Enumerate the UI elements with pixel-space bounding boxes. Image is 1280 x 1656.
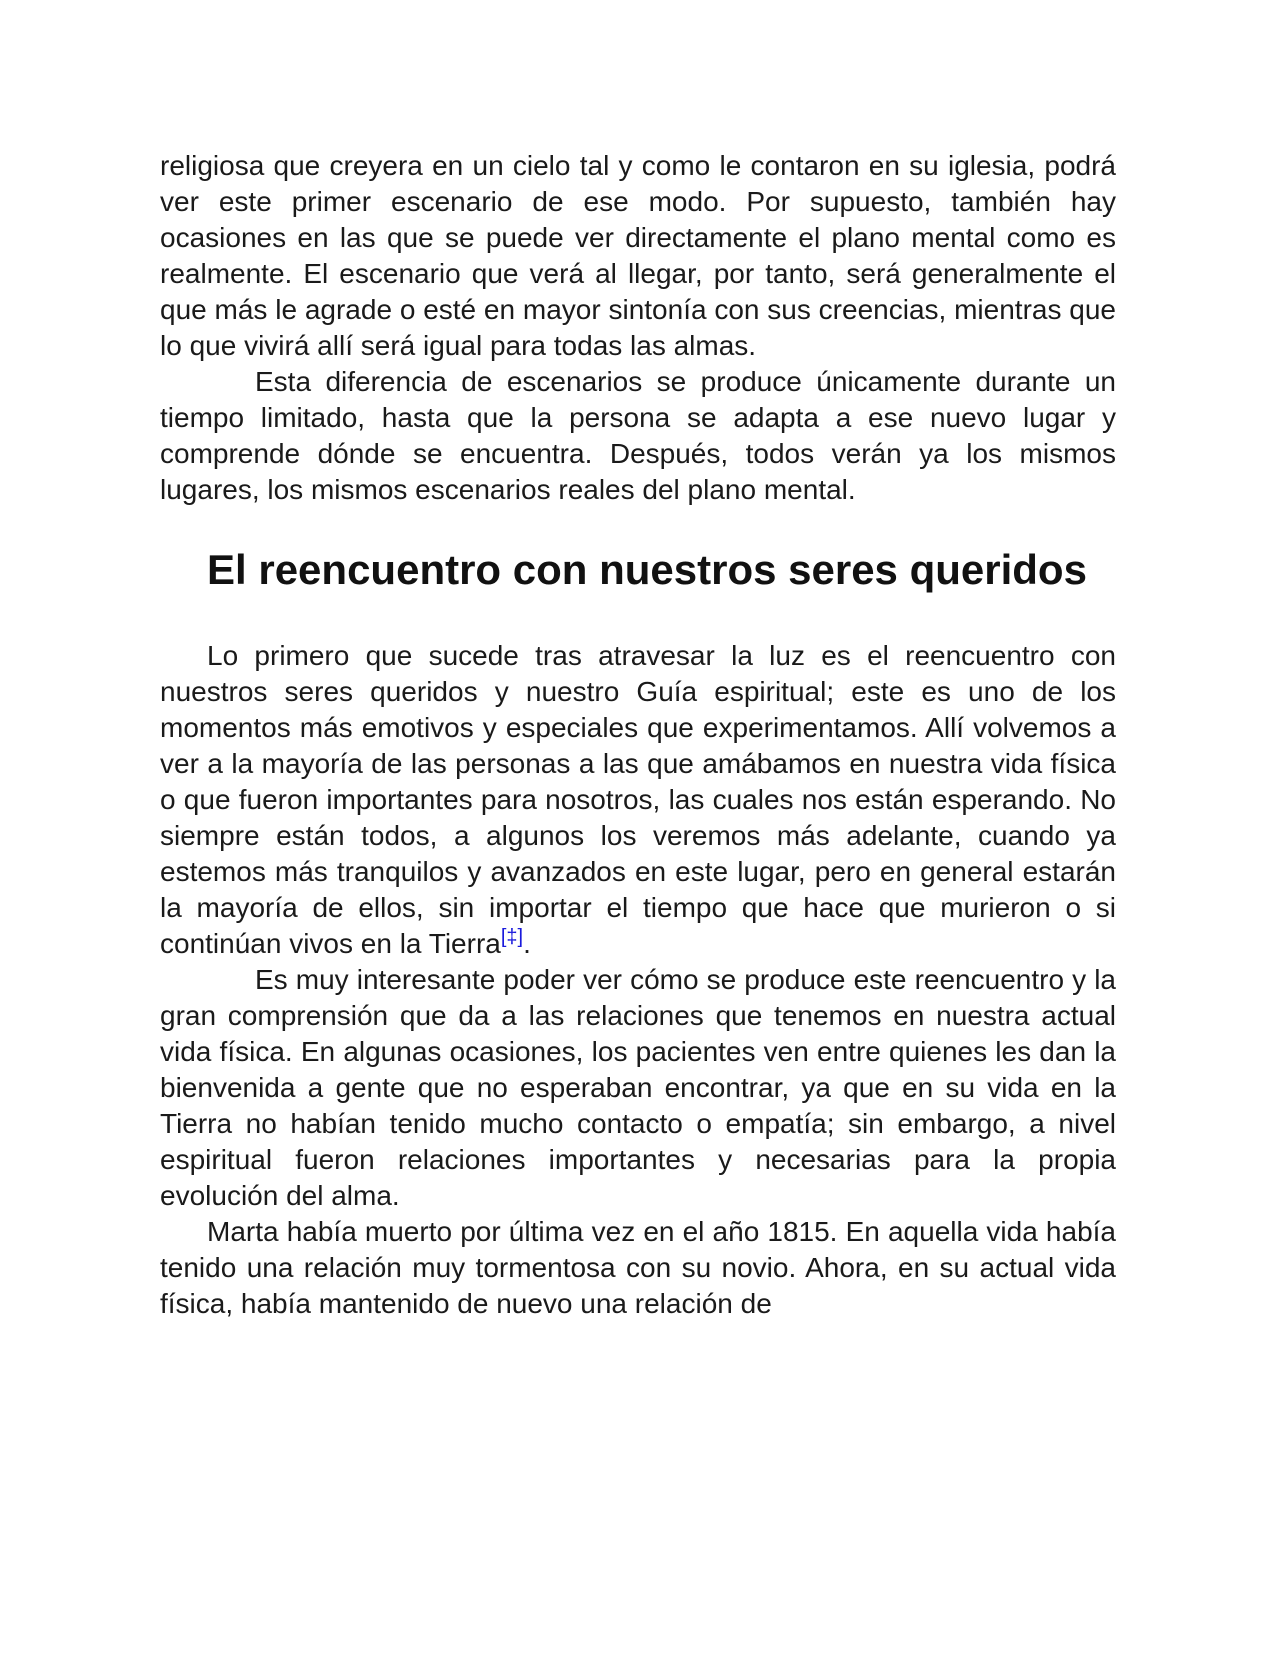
paragraph-2: Esta diferencia de escenarios se produce únicamente durante un tiempo limitado, hasta que la persona se adapta a ese nuevo lugar y comprende dónde se encuentra. Después, todos verán ya los mismos lugares, los mismos escenarios reales del plano mental.	[160, 366, 1116, 505]
paragraph-5: Marta había muerto por última vez en el año 1815. En aquella vida había tenido una relación muy tormentosa con su novio. Ahora, en su actual vida física, había mantenido de nuevo una relación de	[160, 1216, 1116, 1319]
paragraph-3-end: .	[523, 928, 531, 959]
paragraph-1: religiosa que creyera en un cielo tal y como le contaron en su iglesia, podrá ver este primer escenario de ese modo. Por supuesto, también hay ocasiones en las que se puede ver directamente el plano mental como es realmente. El escenario que verá al llegar, por tanto, será generalmente el que más le agrade o esté en mayor sintonía con sus creencias, mientras que lo que vivirá allí será igual para todas las almas.	[160, 150, 1116, 361]
paragraph-3	[160, 638, 1116, 962]
section-heading: El reencuentro con nuestros seres queridos	[207, 546, 1087, 593]
paragraph-3-text: Lo primero que sucede tras atravesar la luz es el reencuentro con nuestros seres queridos y nuestro Guía espiritual; este es uno de los momentos más emotivos y especiales que experimentamos. Allí volvemos a ver a la mayoría de las personas a las que amábamos en nuestra vida física o que fueron importantes para nosotros, las cuales nos están esperando. No siempre están todos, a algunos los veremos más adelante, cuando ya estemos más tranquilos y avanzados en este lugar, pero en general estarán la mayoría de ellos, sin importar el tiempo que hace que murieron o si continúan vivos en la Tierra	[160, 640, 1116, 959]
paragraph-4: Es muy interesante poder ver cómo se produce este reencuentro y la gran comprensión que da a las relaciones que tenemos en nuestra actual vida física. En algunas ocasiones, los pacientes ven entre quienes les dan la bienvenida a gente que no esperaban encontrar, ya que en su vida en la Tierra no habían tenido mucho contacto o empatía; sin embargo, a nivel espiritual fueron relaciones importantes y necesarias para la propia evolución del alma.	[160, 964, 1116, 1211]
footnote-link[interactable]: [‡]	[500, 926, 524, 948]
page-body	[160, 148, 1116, 1322]
